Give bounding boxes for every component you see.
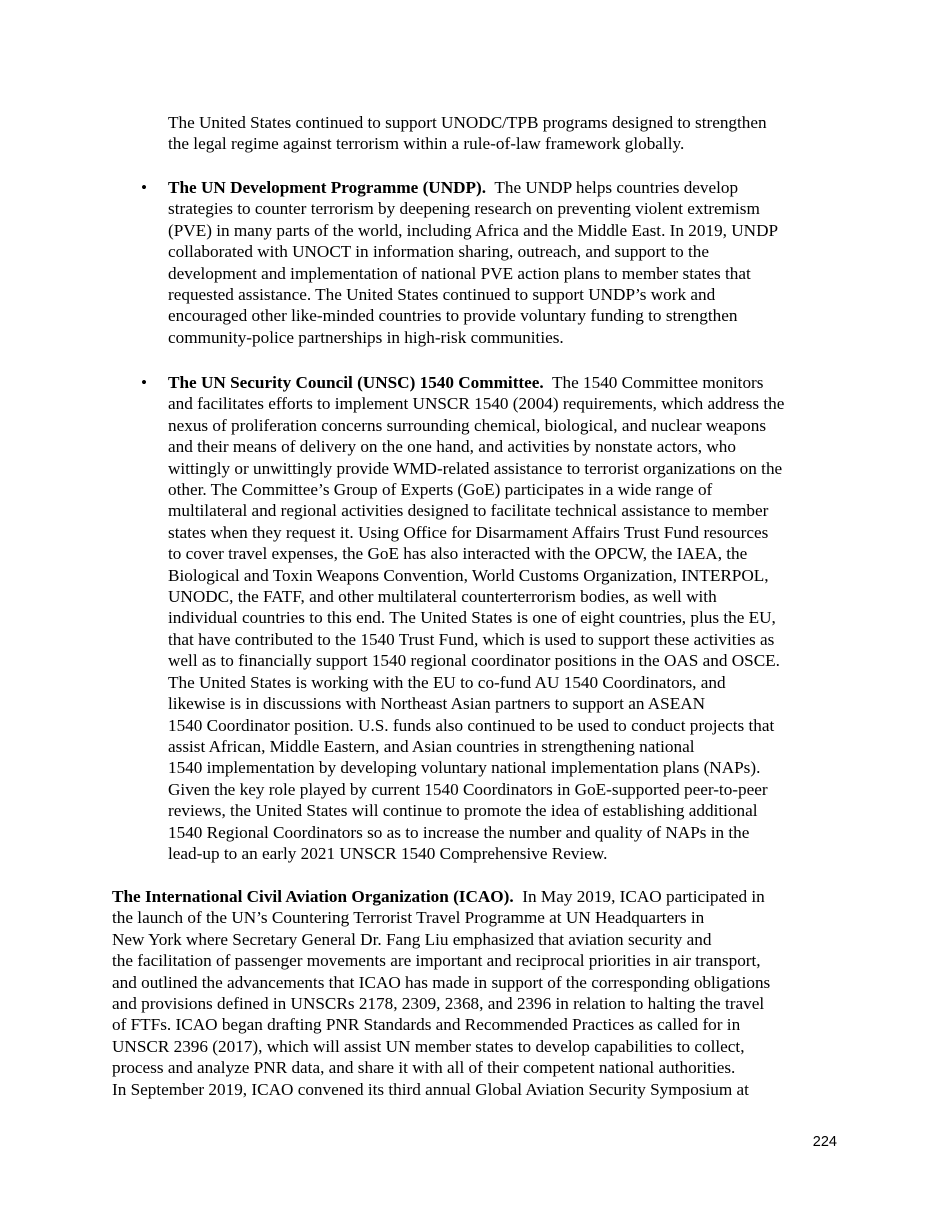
bullet-heading: The UN Development Programme (UNDP). <box>168 178 487 197</box>
bullet-line: UNODC, the FATF, and other multilateral counterterrorism bodies, as well with <box>168 587 717 607</box>
bullet-line: multilateral and regional activities designed to facilitate technical assistance to member <box>168 501 769 521</box>
intro-line: The United States continued to support UNODC/TPB programs designed to strengthen <box>168 113 767 132</box>
bullet-line: assist African, Middle Eastern, and Asian countries in strengthening national <box>168 736 695 756</box>
bullet-unsc-1540 <box>141 372 848 864</box>
bullet-line: community-police partnerships in high-risk communities. <box>168 327 564 347</box>
bullet-first-line-rest: The UNDP helps countries develop <box>486 178 739 197</box>
bullet-line: 1540 Coordinator position. U.S. funds also continued to be used to conduct projects that <box>168 715 775 735</box>
bullet-line: lead-up to an early 2021 UNSCR 1540 Comprehensive Review. <box>168 843 608 863</box>
bullet-line: likewise is in discussions with Northeast Asian partners to support an ASEAN <box>168 694 706 714</box>
bullet-line: 1540 implementation by developing voluntary national implementation plans (NAPs). <box>168 758 761 778</box>
bullet-line: collaborated with UNOCT in information sharing, outreach, and support to the <box>168 242 709 262</box>
bullet-line: other. The Committee’s Group of Experts (GoE) participates in a wide range of <box>168 480 713 500</box>
bullet-line: individual countries to this end. The United States is one of eight countries, plus the EU, <box>168 608 776 628</box>
bullet-line: wittingly or unwittingly provide WMD-related assistance to terrorist organizations on the <box>168 458 783 478</box>
icao-line: process and analyze PNR data, and share it with all of their competent national authorities. <box>112 1058 736 1078</box>
bullet-first-line <box>168 177 848 198</box>
bullet-line: that have contributed to the 1540 Trust Fund, which is used to support these activities as <box>168 629 775 649</box>
bullet-first-line <box>168 372 848 393</box>
icao-line: UNSCR 2396 (2017), which will assist UN member states to develop capabilities to collect, <box>112 1036 745 1056</box>
bullet-line: and facilitates efforts to implement UNSCR 1540 (2004) requirements, which address the <box>168 394 785 414</box>
intro-paragraph <box>168 112 848 155</box>
bullet-line: reviews, the United States will continue to promote the idea of establishing additional <box>168 801 758 821</box>
bullet-line: and their means of delivery on the one hand, and activities by nonstate actors, who <box>168 437 736 457</box>
bullet-line: development and implementation of national PVE action plans to member states that <box>168 263 751 283</box>
bullet-line: nexus of proliferation concerns surrounding chemical, biological, and nuclear weapons <box>168 415 767 435</box>
icao-line: New York where Secretary General Dr. Fang Liu emphasized that aviation security and <box>112 929 712 949</box>
intro-line: the legal regime against terrorism within a rule-of-law framework globally. <box>168 134 685 154</box>
bullet-line: to cover travel expenses, the GoE has also interacted with the OPCW, the IAEA, the <box>168 544 748 564</box>
page-number: 224 <box>812 1134 837 1150</box>
bullet-line: requested assistance. The United States continued to support UNDP’s work and <box>168 285 716 305</box>
icao-line: In September 2019, ICAO convened its third annual Global Aviation Security Symposium at <box>112 1079 749 1099</box>
icao-line: the launch of the UN’s Countering Terrorist Travel Programme at UN Headquarters in <box>112 908 705 928</box>
icao-line: the facilitation of passenger movements are important and reciprocal priorities in air transport, <box>112 951 761 971</box>
bullet-line: Biological and Toxin Weapons Convention, World Customs Organization, INTERPOL, <box>168 565 769 585</box>
icao-heading: The International Civil Aviation Organization (ICAO). <box>112 887 514 906</box>
bullet-line: Given the key role played by current 1540 Coordinators in GoE-supported peer-to-peer <box>168 779 768 799</box>
bullet-line: The United States is working with the EU to co-fund AU 1540 Coordinators, and <box>168 672 726 692</box>
bullet-line: (PVE) in many parts of the world, including Africa and the Middle East. In 2019, UNDP <box>168 220 779 240</box>
bullet-line: well as to financially support 1540 regional coordinator positions in the OAS and OSCE. <box>168 651 780 671</box>
icao-paragraph <box>112 886 848 1100</box>
icao-line: and provisions defined in UNSCRs 2178, 2309, 2368, and 2396 in relation to halting the travel <box>112 994 765 1014</box>
bullet-line: encouraged other like-minded countries to provide voluntary funding to strengthen <box>168 306 738 326</box>
bullet-line: states when they request it. Using Office for Disarmament Affairs Trust Fund resources <box>168 522 769 542</box>
bullet-line: strategies to counter terrorism by deepening research on preventing violent extremism <box>168 199 760 219</box>
icao-first-line-rest: In May 2019, ICAO participated in <box>513 887 765 906</box>
icao-line: and outlined the advancements that ICAO has made in support of the corresponding obligations <box>112 972 771 992</box>
bullet-heading: The UN Security Council (UNSC) 1540 Committee. <box>168 373 544 392</box>
bullet-first-line-rest: The 1540 Committee monitors <box>543 373 764 392</box>
icao-line: of FTFs. ICAO began drafting PNR Standards and Recommended Practices as called for in <box>112 1015 741 1035</box>
bullet-undp <box>141 177 848 348</box>
icao-first-line <box>112 886 848 907</box>
bullet-marker: • <box>141 178 148 197</box>
bullet-marker: • <box>141 373 148 392</box>
bullet-line: 1540 Regional Coordinators so as to increase the number and quality of NAPs in the <box>168 822 750 842</box>
